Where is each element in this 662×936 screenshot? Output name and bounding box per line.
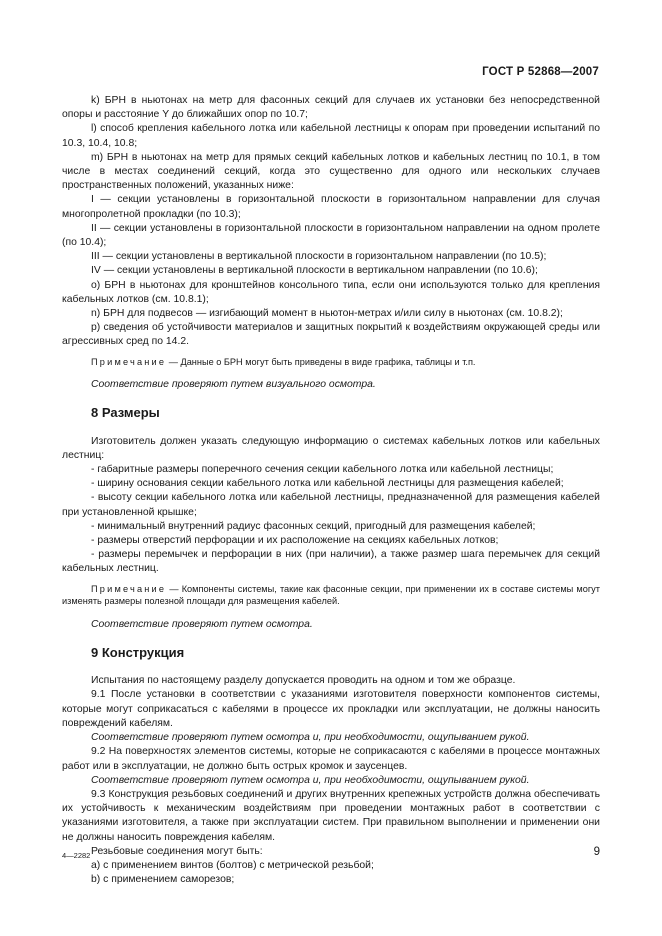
list-item: I — секции установлены в горизонтальной плоскости в горизонтальном направлении для случая многопролетной прокладки (по 10.3); [62, 194, 600, 220]
paragraph: Резьбовые соединения могут быть: [91, 845, 263, 857]
list-item: l) способ крепления кабельного лотка или кабельной лестницы к опорам при проведении испытаний по 10.3, 10.4, 10.8; [62, 123, 600, 149]
note-label: Примечание [91, 356, 167, 367]
check-statement: Соответствие проверяют путем осмотра. [91, 618, 313, 630]
list-item: II — секции установлены в горизонтальной плоскости в горизонтальном направлении на одном пролете (по 10.4); [62, 222, 600, 249]
standard-header: ГОСТ Р 52868—2007 [482, 66, 599, 78]
note-text: — Компоненты системы, такие как фасонные секции, при применении их в составе системы могут изменять размеры полезной площади для размещения кабелей. [62, 583, 600, 607]
list-item: m) БРН в ньютонах на метр для прямых секций кабельных лотков и кабельных лестниц по 10.1, в том числе в местах соединений секций, когда это существенно для одного или нескольких случаев пространственных положений, указанных ниже: [62, 151, 600, 192]
list-item: IV — секции установлены в вертикальной плоскости в вертикальном направлении (по 10.6); [91, 265, 538, 277]
list-item: - ширину основания секции кабельного лотка или кабельной лестницы для размещения кабелей; [91, 478, 564, 490]
list-item: n) БРН для подвесов — изгибающий момент в ньютон-метрах и/или силу в ньютонах (см. 10.8.2); [91, 308, 563, 320]
list-item: - размеры перемычек и перфорации в них (при наличии), а также размер шага перемычек для секций кабельных лестниц. [62, 549, 600, 575]
list-item: k) БРН в ньютонах на метр для фасонных секций для случаев их установки без непосредственной опоры и расстояние Y до ближайших опор по 10.7; [62, 95, 600, 121]
list-item: а) с применением винтов (болтов) с метрической резьбой; [91, 859, 374, 871]
list-item: - высоту секции кабельного лотка или кабельной лестницы, предназначенной для размещения кабелей при установленной крышке; [62, 492, 600, 518]
list-item: b) с применением саморезов; [91, 874, 235, 886]
section-intro: Изготовитель должен указать следующую информацию о системах кабельных лотков или кабельных лестниц: [62, 435, 600, 461]
list-item: - габаритные размеры поперечного сечения секции кабельного лотка или кабельной лестницы; [91, 464, 554, 476]
note [62, 583, 600, 608]
page-number: 9 [593, 846, 600, 858]
check-statement: Соответствие проверяют путем визуального осмотра. [91, 379, 376, 391]
list-item: - размеры отверстий перфорации и их расположение на секциях кабельных лотков; [91, 535, 499, 547]
paragraph: Испытания по настоящему разделу допускается проводить на одном и том же образце. [91, 675, 516, 687]
page-body [62, 94, 600, 887]
paragraph: 9.2 На поверхностях элементов системы, которые не соприкасаются с кабелями в процессе монтажных работ или в эксплуатации, не должно быть острых кромок и заусенцев. [62, 746, 600, 772]
paragraph: 9.3 Конструкция резьбовых соединений и других внутренних крепежных устройств должна обеспечивать их устойчивость к механическим воздействиям при проведении монтажных работ в соответствии с указаниями изготовителя, а также при эксплуатации систем. При правильном выполнении и применении они не должны наносить повреждения кабелям. [62, 788, 600, 843]
section-heading: 8 Размеры [91, 405, 160, 421]
list-item: o) БРН в ньютонах для кронштейнов консольного типа, если они используются только для крепления кабельных лотков (см. 10.8.1); [62, 279, 600, 305]
list-item: III — секции установлены в вертикальной плоскости в горизонтальном направлении (по 10.5); [91, 251, 547, 263]
check-statement: Соответствие проверяют путем осмотра и, при необходимости, ощупыванием рукой. [91, 732, 530, 744]
check-statement: Соответствие проверяют путем осмотра и, при необходимости, ощупыванием рукой. [91, 774, 530, 786]
print-code: 4—2282 [62, 851, 91, 860]
paragraph: 9.1 После установки в соответствии с указаниями изготовителя поверхности компонентов системы, которые могут соприкасаться с кабелями в процессе их прокладки или эксплуатации, не должны наносить повреждений кабелям. [62, 689, 600, 729]
note-label: Примечание [91, 583, 167, 594]
list-item: - минимальный внутренний радиус фасонных секций, пригодный для размещения кабелей; [91, 520, 536, 532]
section-heading: 9 Конструкция [91, 645, 185, 661]
note-text: — Данные о БРН могут быть приведены в виде графика, таблицы и т.п. [166, 356, 476, 367]
note [62, 356, 600, 369]
list-item: р) сведения об устойчивости материалов и защитных покрытий к воздействиям окружающей среды или агрессивных сред по 14.2. [62, 322, 600, 348]
